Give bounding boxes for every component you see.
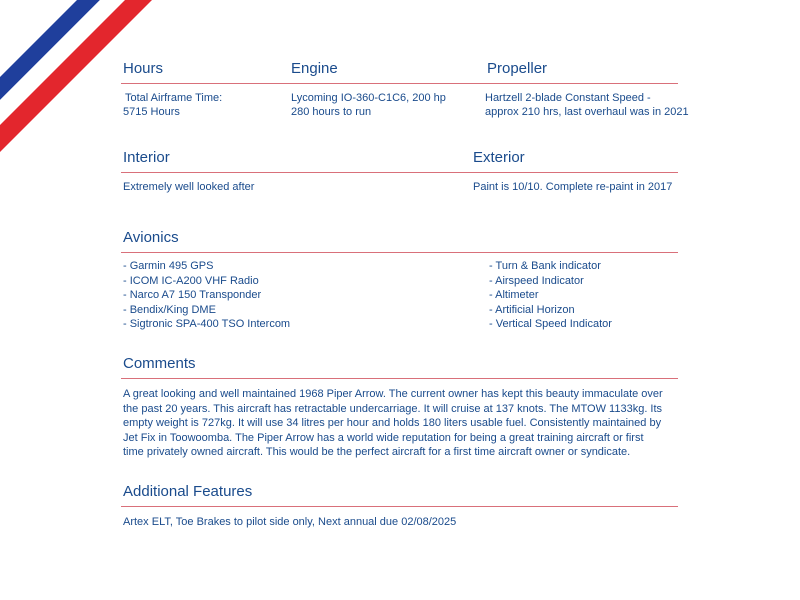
interior-text: Extremely well looked after <box>123 181 255 193</box>
interior-heading: Interior <box>123 149 170 166</box>
hours-line-2: 5715 Hours <box>123 106 180 118</box>
engine-line-1: Lycoming IO-360-C1C6, 200 hp <box>291 92 446 104</box>
avionics-list-right <box>489 259 612 332</box>
list-item: - ICOM IC-A200 VHF Radio <box>123 274 259 287</box>
comments-line: time privately owned aircraft. This would be the perfect aircraft for a first time aircraft owner or syndicate. <box>123 446 631 459</box>
comments-paragraph <box>123 387 693 460</box>
exterior-heading: Exterior <box>473 149 525 166</box>
comments-line: A great looking and well maintained 1968 Piper Arrow. The current owner has kept this beauty immaculate over <box>123 388 663 400</box>
propeller-line-2: approx 210 hrs, last overhaul was in 2021 <box>485 106 689 118</box>
hours-engine-propeller-rule <box>121 83 678 84</box>
comments-rule <box>121 378 678 379</box>
corner-stripes-decoration <box>0 0 160 160</box>
hours-heading: Hours <box>123 60 164 77</box>
list-item: - Garmin 495 GPS <box>123 260 214 272</box>
interior-exterior-rule <box>121 172 678 173</box>
comments-heading: Comments <box>123 355 196 372</box>
list-item: - Artificial Horizon <box>489 303 575 316</box>
list-item: - Bendix/King DME <box>123 303 216 316</box>
comments-line: the past 20 years. This aircraft has retractable undercarriage. It will cruise at 137 knots. The MTOW 1133kg. Its <box>123 402 663 415</box>
comments-line: empty weight is 727kg. It will use 34 litres per hour and holds 180 liters usable fuel. Consistently maintained by <box>123 417 662 430</box>
avionics-heading: Avionics <box>123 229 179 246</box>
propeller-heading: Propeller <box>487 60 548 77</box>
list-item: - Airspeed Indicator <box>489 274 584 287</box>
list-item: - Narco A7 150 Transponder <box>123 289 262 301</box>
list-item: - Turn & Bank indicator <box>489 260 601 272</box>
list-item: - Vertical Speed Indicator <box>489 318 612 330</box>
additional-features-rule <box>121 506 678 507</box>
engine-line-2: 280 hours to run <box>291 106 372 118</box>
avionics-list-left <box>123 259 290 332</box>
avionics-rule <box>121 252 678 253</box>
additional-features-heading: Additional Features <box>123 483 253 500</box>
comments-line: Jet Fix in Toowoomba. The Piper Arrow has a world wide reputation for being a great training aircraft or first <box>123 431 644 444</box>
propeller-line-1: Hartzell 2-blade Constant Speed - <box>485 92 651 104</box>
list-item: - Altimeter <box>489 289 539 301</box>
exterior-text: Paint is 10/10. Complete re-paint in 2017 <box>473 181 673 193</box>
list-item: - Sigtronic SPA-400 TSO Intercom <box>123 318 291 330</box>
hours-line-1: Total Airframe Time: <box>125 92 223 104</box>
engine-heading: Engine <box>291 60 338 77</box>
additional-features-text: Artex ELT, Toe Brakes to pilot side only, Next annual due 02/08/2025 <box>123 516 457 528</box>
